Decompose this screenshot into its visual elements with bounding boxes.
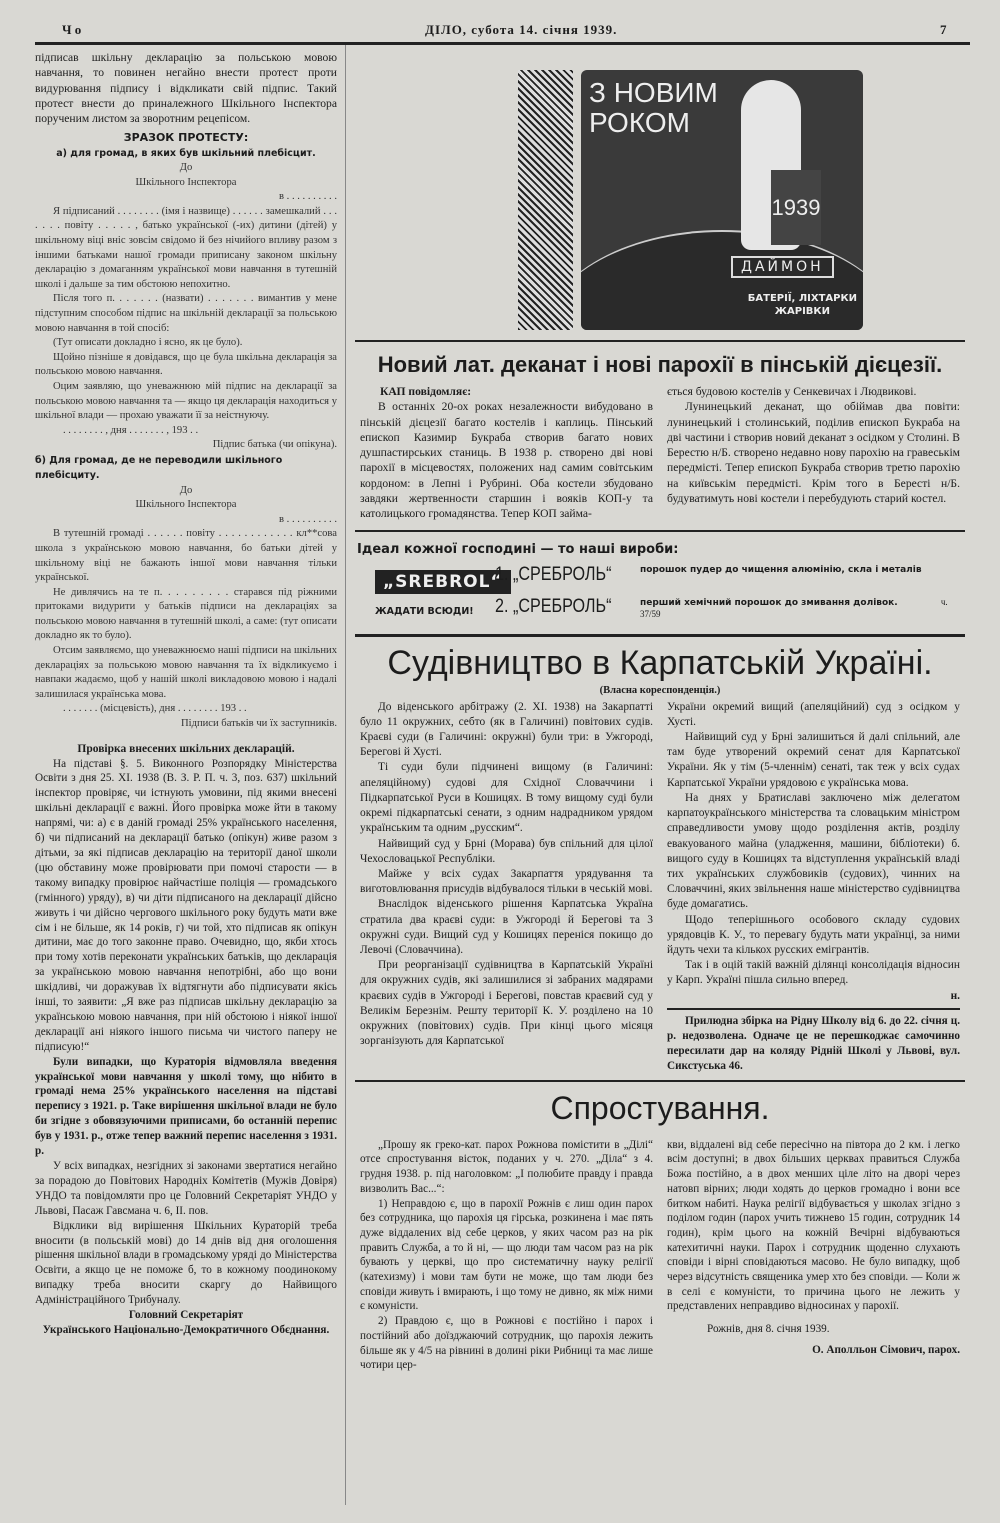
protest-section [35, 50, 337, 732]
left-article [35, 742, 337, 1338]
ad-greeting: РОКОМ [589, 107, 690, 138]
b-date: . . . . . . . (місцевість), дня . . . . . . . . 193 . . [63, 703, 247, 715]
srebrol-logo: „SREBROL“ [375, 570, 511, 594]
pinsk-para: ється будовою костелів у Сенкевичах і Людвикові. [667, 385, 917, 398]
right-column [355, 50, 965, 1373]
author-initial: н. [950, 989, 960, 1002]
carpathian-para: Найвищий суд у Брні залишиться й далі спільний, але там буде утворений окремий сенат для Карпатської України. Як у тім (5-членнім) сенаті, так теж у всіх судах Карпатської України урядовою є українська мова. [667, 731, 960, 789]
carpathian-para: Майже у всіх судах Закарпаття урядування та виготовлювання присудів відбувалося тільки в чеській мові. [360, 867, 653, 896]
carpathian-headline: Судівництво в Карпатській Україні. [387, 643, 933, 682]
masthead-date: ДІЛО, субота 14. січня 1939. [425, 22, 618, 37]
carpathian-para: На днях у Братиславі заключено між делегатом карпатоукраїнського міністерства та словацьким міністром справедливости умову щодо розділення актів, розділу евакуованого майна (уладження, машини, бібліотеки) б. вищого суду в Кошицях та відступлення українській владі тих українських службовиків (судових), чинних на Словаччині, яких звільнення наше міністерство судівництва буде домагатись. [667, 791, 960, 911]
place-date: Рожнів, дня 8. січня 1939. [707, 1323, 830, 1336]
ad-products: БАТЕРІЇ, ЛІХТАРКИ [747, 293, 857, 304]
signature-line: Українського Національно-Демократичного Обєднання. [42, 1323, 330, 1336]
left-article-para: Відклики від вирішення Шкільних Кураторій треба вносити (в польській мові) до 14 днів від дня оголошення рішення шкільної влади в громадському уряді до Міністерства Освіти, а якщо це не поможе б, то в кожному поодинокому випадку треба вносити скаргу до Найвищого Адміністраційного Трибуналу. [35, 1219, 337, 1307]
left-column [35, 50, 337, 1338]
a-para: Щойно пізніше я довідався, що це була шкільна декларація за польською мовою навчання. [35, 351, 337, 378]
carpathian-para: До віденського арбітражу (2. XI. 1938) на Закарпатті було 11 окружних, себто (як в Галичині) повітових судів. Краєві суди (в Галичині: окружні) були три: в Ужгороді, Берегові й Хусті. [360, 700, 653, 759]
pinsk-para: В останніх 20-ох роках незалежности вибудовано в пінській дієцезії багато костелів і каплиць. Пінський епископ Казимир Букраба створив багато нових душпастирських станиць. В 1938 р. створено дві нові парохії в місцевостях, положених над самим совітським кордоном: в Лепні і Рубрині. Оба костели збудовано завдяки жертвенности старшин і вояків КОП-у та католицького громадянства. Тепер КОП займа- [360, 400, 653, 521]
carpathian-para: Так і в оцій такій важній ділянці консолідація відносин у Карп. Україні пішла сильно вперед. [667, 959, 960, 987]
intro: підписав шкільну декларацію за польською мовою навчання, то повинен негайно внести протест проти видурювання підпису і відкликати свій підпис. Такий протест внести до приналежного Шкільного Інспектора порученим листом за зворотним рецепісом. [35, 51, 337, 126]
carpathian-para: України окремий вищий (апеляційний) суд з осідком у Хусті. [667, 700, 960, 728]
inspector-label: Шкільного Інспектора [135, 176, 237, 188]
carpathian-para: Щодо теперішнього особового складу судових урядовців К. У., то перевагу будуть мати українці, за ними йдуть чехи та кількох русских емігрантів. [667, 913, 960, 956]
a-para: (Тут описати докладно і ясно, як це було). [53, 337, 243, 349]
a-para: Я підписаний . . . . . . . . (імя і назвище) . . . . . . замешкалий . . . . . . . повіту . . . . . , батько української (-их) дитини (дітей) у шкільному віці вніс зовсім свідомо й без нічийого впливу разом з іншими батьками нашої громади приписану законом шкільну декларацію з домаганням української мови навчання в тутешній школі і дальше за тим обстоюю непохитно. [35, 205, 337, 290]
denial-headline: Спростування. [550, 1089, 770, 1126]
source-label: КАП повідомляє: [380, 385, 472, 398]
a-date: . . . . . . . . , дня . . . . . . . , 193 . . [63, 424, 199, 436]
to-label: До [179, 162, 193, 174]
pinsk-col-1 [360, 384, 653, 522]
denial-col-2 [667, 1138, 960, 1373]
a-para: Після того п. . . . . . . (назвати) . . . . . . . вимантив у мене підступним способом підпис на шкільній декларації за польською мовою навчання в той спосіб: [35, 293, 337, 334]
sample-title: ЗРАЗОК ПРОТЕСТУ: [123, 131, 249, 145]
school-notice [667, 1014, 960, 1074]
inspector-label: Шкільного Інспектора [135, 499, 237, 511]
section-rule [667, 1008, 960, 1010]
daimon-ad [518, 70, 863, 330]
signature: О. Аполльон Сімович, парох. [812, 1343, 960, 1356]
srebrol-item-1: 1. „СРЕБРОЛЬ“ [495, 563, 612, 585]
ad-greeting: З НОВИМ [589, 77, 718, 108]
srebrol-ad [355, 542, 965, 634]
in-dots: в . . . . . . . . . . [279, 513, 337, 525]
carpathian-col-2 [667, 700, 960, 1074]
ad-brand: ДАЙМОН [731, 256, 834, 278]
carpathian-subtitle: (Власна кореспонденція.) [599, 684, 721, 696]
section-b-title: б) Для громад, де не переводили шкільного плебісциту. [35, 454, 283, 482]
section-a-title: а) для громад, в яких був шкільний плебісцит. [56, 147, 316, 159]
school-notice-text: Прилюдна збірка на Рідну Школу від 6. до 22. січня ц. р. недозволена. Одначе це не перешкоджає самочинно пересилати дар на коляду Рідній Школі у Львові, вул. Сикстуська 46. [667, 1014, 960, 1072]
ad-number: ч. 37/59 [640, 596, 948, 619]
left-article-para: У всіх випадках, незгідних зі законами звертатися негайно за порадою до Повітових Народніх Комітетів (Мужів Довіря) УНДО та повідомляти про це Головний Секретаріят УНДО у Львові, Пасаж Гавсмана ч. 6, II. пов. [35, 1160, 337, 1217]
srebrol-item-2-desc: перший хемічний порошок до змивання долівок. [640, 597, 898, 608]
header-rule [35, 42, 970, 45]
a-sign: Підпис батька (чи опікуна). [212, 439, 337, 451]
carpathian-para: Внаслідок віденського рішення Карпатська Україна стратила два краєві суди: в Ужгороді й Берегові та 3 окружні суди. Вищий суд у Кошицях переніся покищо до Левочі (Словаччина). [360, 898, 653, 956]
b-para: Отсим заявляємо, що уневажнюємо наші підписи на шкільних деклараціях за польською мовою навчання та їх відкликуємо і навпаки жадаємо, щоб у нашій школі викладовою мовою і надалі залишилася українська мова. [35, 645, 337, 700]
carpathian-para: Ті суди були підчинені вищому (в Галичині: апеляційному) судові для Східної Словаччини і Підкарпатської Руси в Кошицях. В тому вищому суді були окремі підкарпатські сенати, з одним надрадником урядом українським та одним „русским“. [360, 761, 653, 835]
carpathian-col-1 [360, 700, 653, 1074]
left-article-para: На підставі §. 5. Виконного Розпорядку Міністерства Освіти з дня 25. XI. 1938 (В. З. Р. П. ч. 3, поз. 637) шкільний інспектор провіряє, чи істнують умовини, під якими внесені шкільні декларації є важні. Його провірка може йти в такому напрямі, чи: а) є в даній громаді 25% українського населення, б) чи підписаний на декларації батько (опікун) живе разом з дітьми, за які підписав декларацію на території даної школи (цю обставину може провірювати при помочі старости — в такому випадку провірює найчастіше поліція — громадського (гмінного) уряду), в) чи діти підписаного на декларації дійсно живуть і чи дійсно чергового шкільного року будуть мати вже сім і не більше, як 14 років, г) чи той, хто підписав як опікун дитини, має до того законне право. Очевидно, що, якби хтось при тому хотів переконати українських батьків, що декларація за українською мовою навчання непотрібні, або що вони шкідливі, чи доражував їх відтягнути або підписувати якісь інші, то заявити: „Я вже раз підписав шкільну декларацію за українською мовою навчання, при ній обстоюю і ніякої іншої декларації ані ніякого іншого письма чи чистого паперу не підписую!“ [35, 757, 337, 1053]
a-para: Оцим заявляю, що уневажнюю мій підпис на декларації за польською мовою навчання та — якщо ця декларація находиться у шкільної влади — прохаю уважати її за неістнуючу. [35, 380, 337, 422]
ad-products: ЖАРІВКИ [774, 306, 830, 317]
section-rule [355, 340, 965, 342]
hatch-decoration [518, 70, 573, 330]
page-number: 7 [940, 22, 947, 37]
signature-line: Головний Секретаріят [128, 1309, 244, 1322]
to-label: До [179, 484, 193, 496]
section-rule [355, 1080, 965, 1082]
in-dots: в . . . . . . . . . . [279, 191, 337, 203]
denial-para: „Прошу як греко-кат. парох Рожнова помістити в „Ділі“ отсе спростування вісток, поданих у ч. 270. „Діла“ з 4. грудня 1938. р. під наголовком: „І полюбите правду і правда визволить Вас...“: [360, 1138, 653, 1195]
carpathian-para: Найвищий суд у Брні (Морава) був спільний для цілої Чехословацької Республіки. [360, 837, 653, 865]
b-sign: Підписи батьків чи їх заступників. [180, 718, 337, 730]
pinsk-headline: Новий лат. деканат і нові парохії в пінській дієцезії. [377, 352, 943, 377]
pinsk-para: Лунинецький деканат, що обіймав два повіти: лунинецький і столинський, поділив епископ Букраба на дві частини і створив новий деканат з осідком у Столині. В Берестю н/Б. створено недавно нову парохію на гравеськім передмісті. Тепер епископ Букраба створив третю парохію на київськім передмісті. Крім того в Бересті н/Б. будуватимуть нові костели і перебудують старий костел. [667, 400, 960, 506]
pinsk-col-2 [667, 384, 960, 522]
column-divider [345, 45, 346, 1505]
pinsk-article [355, 384, 965, 522]
ad-illustration [581, 70, 863, 330]
ad-year: 1939 [771, 170, 821, 245]
denial-para: 1) Неправдою є, що в парохії Рожнів є лиш один парох без сотрудника, що парохія ця гірська, розкинена і має пять дуже віддалених від себе церков, у яких часом раз на рік править Служба, а то й ні, — що люди там часом раз на рік бувають у церкві, що про систематичну науку релігії (катехизму) і мови там бути не може, що там люди без сповіди живуть і вмирають, і що тому не дивно, як між ними є комуністи. [360, 1197, 653, 1313]
carpathian-article [355, 700, 965, 1074]
denial-para: кви, віддалені від себе пересічно на півтора до 2 км. і легко всім доступні; в двох більших церквах правиться Служба Божа постійно, а в двох менших ціле літо на дворі через натовп вірних; люди ходять до церков громадно і вони все битком набиті. Наука релігії відбувається у школах згідно з поділом годин (парох учить тижнево 15 годин, сотрудник 14 годин), крім цього на кожній Вечірні відбуваються катехитичні науки. Парох і сотрудник щоденно слухають сповіди і вірні сповідаються масово. Не було випадку, щоб через відсутність священика умер хто без сповіди. — Коли ж в селі є комуністи, то причина цього не лежить у представлених неправдиво відносинах у парохії. [667, 1138, 960, 1313]
page-marker: Ч о [62, 22, 82, 37]
srebrol-item-1-desc: порошок пудер до чищення алюмінію, скла і металів [640, 564, 922, 575]
carpathian-para: При реорганізації судівництва в Карпатській Україні для окружних судів, які залишилися зі забраних мадярами краєвих судів в Ужгороді і Берегові, повстав краєвий суд у Великім Березнім. Решту території К. У. розділено на 10 окружних (повітових) судів. При кінці цього місяця зорганізують для Карпатської [360, 959, 653, 1048]
denial-col-1 [360, 1138, 653, 1373]
section-rule [355, 530, 965, 532]
b-para: Не дивлячись на те п. . . . . . . . . старався під ріжними притоками видурити у батьків підписи на деклараціях за польською мовою навчання в тутешній школі, а саме: (тут описати докладно як то було). [35, 586, 337, 642]
denial-article [355, 1138, 965, 1373]
srebrol-item-2: 2. „СРЕБРОЛЬ“ [495, 595, 612, 617]
srebrol-slogan: ЖАДАТИ ВСЮДИ! [375, 605, 474, 617]
srebrol-headline: Ідеал кожної господині — то наші вироби: [357, 541, 679, 557]
denial-para: 2) Правдою є, що в Рожнові є постійно і парох і постійний або доїзджаючий сотрудник, що парохія лежить більше як у 4/5 на рівнині в долині ріки Рибниці та має лише чотири цер- [360, 1315, 653, 1372]
left-article-title: Провірка внесених шкільних декларацій. [77, 742, 295, 755]
section-rule [355, 634, 965, 637]
left-article-para: Були випадки, що Кураторія відмовляла введення української мови навчання у школі тому, що нібито в громаді нема 25% українського населення на підставі перепису з 1921. р. Таке вирішення шкільної влади не було би згідне з обовязуючими приписами, бо останній перепис був у 1931. р., отже тепер важний перепис населення з 1931. р. [35, 1055, 337, 1158]
b-para: В тутешній громаді . . . . . . повіту . . . . . . . . . . . . кл**сова школа з українською мовою навчання, бо батьки дітей у шкільному віці не бажають іншої мови навчання тільки української. [35, 528, 337, 584]
